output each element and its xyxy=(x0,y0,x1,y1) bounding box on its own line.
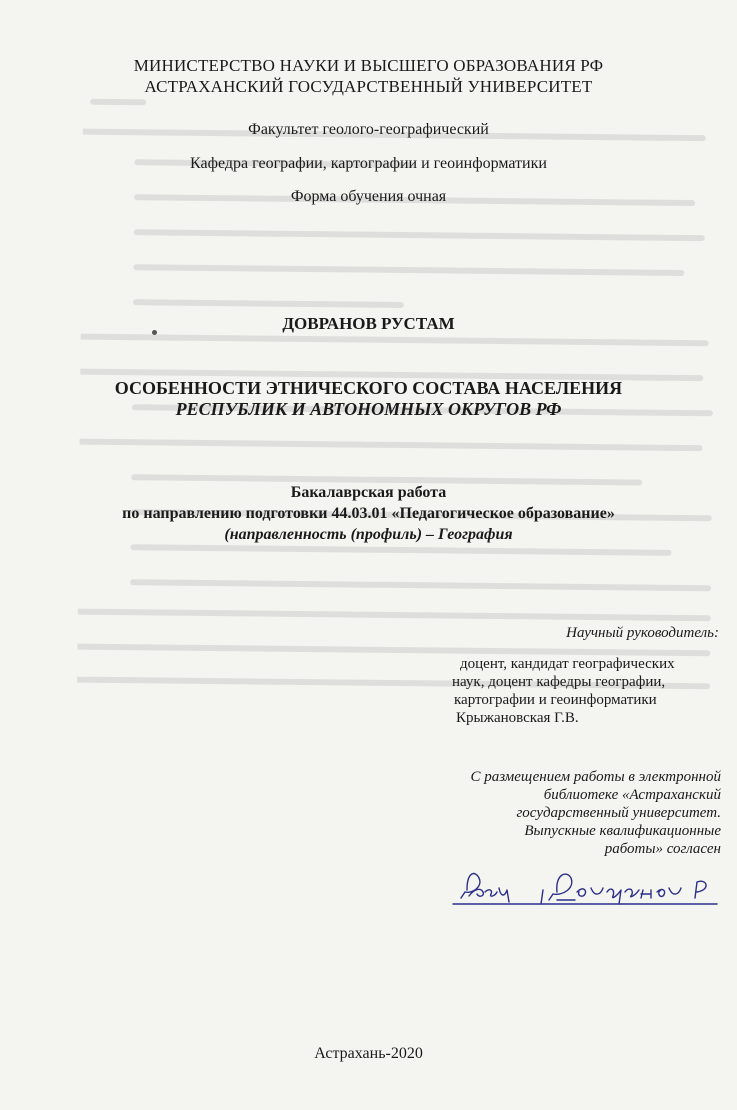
consent-line4: Выпускные квалификационные xyxy=(524,823,721,839)
supervisor-line1: доцент, кандидат географических xyxy=(460,656,675,672)
thesis-title-line1: ОСОБЕННОСТИ ЭТНИЧЕСКОГО СОСТАВА НАСЕЛЕНИЯ xyxy=(114,378,623,398)
supervisor-name: Крыжановская Г.В. xyxy=(456,710,579,726)
supervisor-line2: наук, доцент кафедры географии, xyxy=(452,674,666,690)
thesis-title xyxy=(0,378,737,420)
department: Кафедра географии, картографии и геоинформатики xyxy=(190,155,547,172)
ministry-header xyxy=(0,55,737,97)
ministry-name: МИНИСТЕРСТВО НАУКИ И ВЫСШЕГО ОБРАЗОВАНИЯ РФ xyxy=(133,56,604,75)
consent-line5: работы» согласен xyxy=(604,841,721,857)
consent-line1: С размещением работы в электронной xyxy=(470,769,721,785)
work-type: Бакалаврская работа xyxy=(290,484,447,501)
work-direction: по направлению подготовки 44.03.01 «Педагогическое образование» xyxy=(122,505,615,522)
supervisor-label: Научный руководитель: xyxy=(566,625,719,641)
work-description xyxy=(0,482,737,545)
signature-drawing xyxy=(445,862,720,912)
author-name: ДОВРАНОВ РУСТАМ xyxy=(282,314,455,333)
consent-line3: государственный университет. xyxy=(516,805,721,821)
thesis-title-line2: РЕСПУБЛИК И АВТОНОМНЫХ ОКРУГОВ РФ xyxy=(175,399,562,419)
consent-line2: библиотеке «Астраханский xyxy=(543,787,721,803)
signature-block xyxy=(445,862,720,912)
faculty: Факультет геолого-географический xyxy=(248,121,489,138)
city-year: Астрахань-2020 xyxy=(314,1045,423,1062)
supervisor-line3: картографии и геоинформатики xyxy=(454,692,657,708)
work-profile: (направленность (профиль) – География xyxy=(224,526,513,543)
university-name: АСТРАХАНСКИЙ ГОСУДАРСТВЕННЫЙ УНИВЕРСИТЕТ xyxy=(144,77,593,96)
supervisor-details xyxy=(452,655,722,727)
library-consent xyxy=(470,768,721,858)
study-form: Форма обучения очная xyxy=(290,188,447,205)
